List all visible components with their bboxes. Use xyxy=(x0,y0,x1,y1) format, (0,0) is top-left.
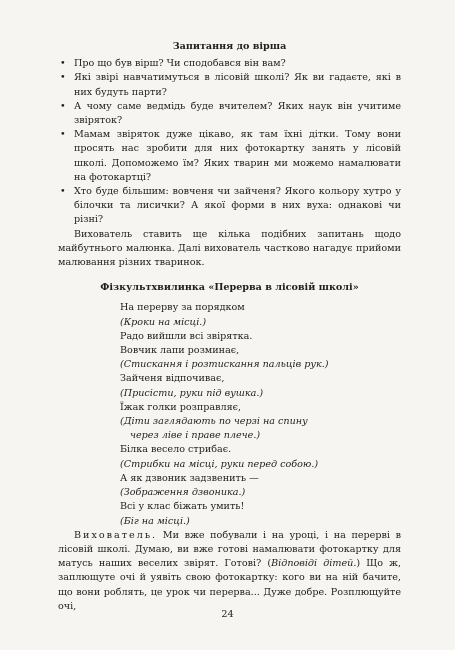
speaker-label: Вихователь. xyxy=(74,529,158,541)
closing-paragraph xyxy=(58,529,401,614)
teacher-paragraph: Вихователь ставить ще кілька подібних запитань щодо майбутнього малюнка. Далі вихователь частково нагадує прийоми малювання різних тваринок. xyxy=(58,228,401,269)
poem-direction: через ліве і праве плече.) xyxy=(130,430,261,442)
poem-direction: (Діти заглядають по черзі на спину xyxy=(120,416,308,428)
closing-text-2: ) Що ж, заплющуте очі й уявіть свою фотокартку: кого ви на ній бачите, що вони роблять, це урок чи перерва... Дуже добре. Розплющуйте очі, xyxy=(58,558,401,612)
poem-direction: (Стискання і розтискання пальців рук.) xyxy=(120,359,329,371)
poem-direction: (Кроки на місці.) xyxy=(120,316,207,328)
questions-heading: Запитання до вірша xyxy=(172,41,287,52)
poem-direction: (Зображення дзвоника.) xyxy=(120,487,246,499)
closing-aside: Відповіді дітей. xyxy=(271,558,357,570)
exercise-heading: Фізкультхвилинка «Перерва в лісовій школі» xyxy=(100,282,359,294)
poem-direction: (Присісти, руки під вушка.) xyxy=(120,387,264,399)
question-item: • А чому саме ведмідь буде вчителем? Яких наук він учитиме звіряток? xyxy=(58,100,401,128)
poem-direction: (Біг на місці.) xyxy=(120,515,190,527)
poem-line: Їжак голки розправляє, xyxy=(120,401,242,413)
closing-text-1: Ми вже побували і на уроці, і на перерві в лісовій школі. Думаю, ви вже готові намалювати фотокартку для матусь наших веселих звірят. Готові? ( xyxy=(58,529,401,570)
questions-list xyxy=(58,57,401,227)
poem-line: Всі у клас біжать умить! xyxy=(120,501,245,513)
question-item: • Хто буде більшим: вовченя чи зайченя? Якого кольору хутро у білочки та лисички? А якої форми в них вуха: однакові чи різні? xyxy=(58,185,401,228)
poem-direction: (Стрибки на місці, руки перед собою.) xyxy=(120,458,319,470)
poem-line: Зайченя відпочиває, xyxy=(120,373,225,385)
question-item: • Про що був вірш? Чи сподобався він вам? xyxy=(58,57,401,71)
exercise-poem xyxy=(120,301,401,528)
poem-line: Білка весело стрибає. xyxy=(120,444,232,456)
poem-line: Радо вийшли всі звірятка. xyxy=(120,330,253,342)
poem-line: А як дзвоник задзвенить — xyxy=(120,472,259,484)
page-number: 24 xyxy=(221,609,234,620)
poem-line: Вовчик лапи розминає, xyxy=(120,345,240,357)
question-item: • Мамам звіряток дуже цікаво, як там їхні дітки. Тому вони просять нас зробити для них фотокартку занять у лісовій школі. Допоможемо їм? Яких тварин ми можемо намалювати на фотокартці? xyxy=(58,128,401,185)
poem-line: На перерву за порядком xyxy=(120,302,245,314)
question-item: • Які звірі навчатимуться в лісовій школі? Як ви гадаєте, які в них будуть парти? xyxy=(58,71,401,99)
